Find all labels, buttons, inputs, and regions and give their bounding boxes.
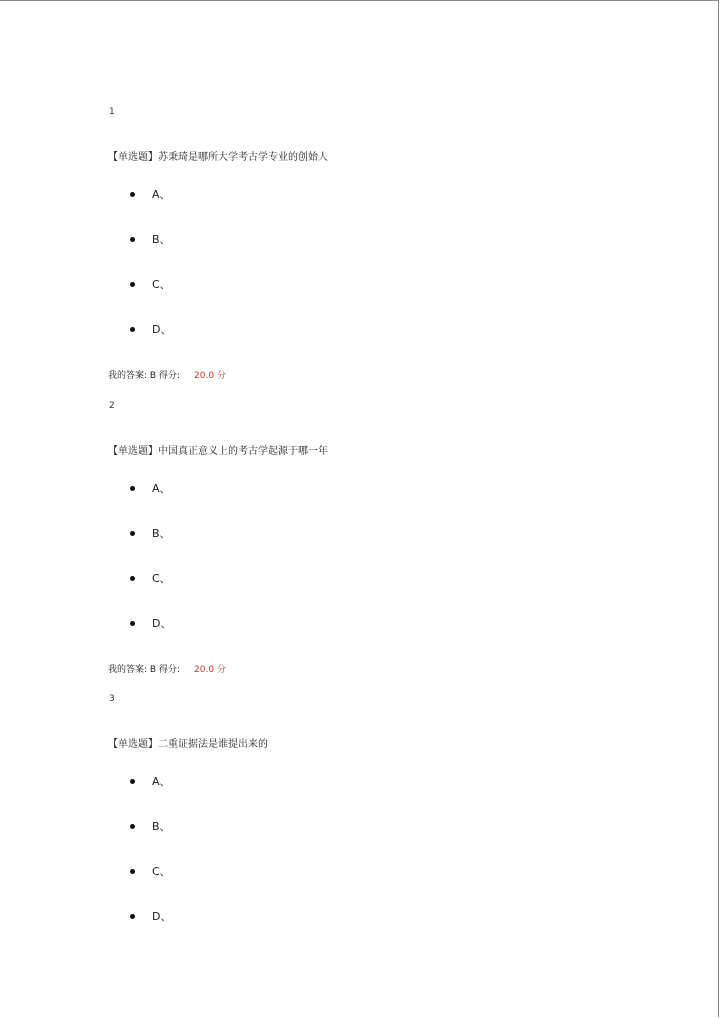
bullet-icon bbox=[130, 621, 135, 626]
question-3-option-c: C、 bbox=[152, 865, 171, 878]
question-2-text: 【单选题】中国真正意义上的考古学起源于哪一年 bbox=[108, 446, 328, 457]
bullet-icon bbox=[130, 824, 135, 829]
question-3-text: 【单选题】二重证据法是谁提出来的 bbox=[108, 739, 268, 750]
bullet-icon bbox=[130, 237, 135, 242]
question-1-number: 1 bbox=[109, 107, 115, 117]
question-1-option-a: A、 bbox=[152, 188, 171, 201]
bullet-icon bbox=[130, 869, 135, 874]
bullet-icon bbox=[130, 486, 135, 491]
question-2-answer-label: 我的答案: B 得分: bbox=[108, 665, 180, 675]
question-2-score: 20.0 分 bbox=[194, 665, 226, 675]
bullet-icon bbox=[130, 192, 135, 197]
question-2-option-b: B、 bbox=[152, 527, 171, 540]
bullet-icon bbox=[130, 914, 135, 919]
question-1-score: 20.0 分 bbox=[194, 371, 226, 381]
question-3-option-b: B、 bbox=[152, 820, 171, 833]
question-1-option-d: D、 bbox=[152, 323, 172, 336]
question-3-option-d: D、 bbox=[152, 910, 172, 923]
question-3-option-a: A、 bbox=[152, 775, 171, 788]
bullet-icon bbox=[130, 282, 135, 287]
question-2-option-d: D、 bbox=[152, 617, 172, 630]
question-3-number: 3 bbox=[109, 694, 115, 704]
question-1-option-c: C、 bbox=[152, 278, 171, 291]
bullet-icon bbox=[130, 779, 135, 784]
question-2-number: 2 bbox=[109, 401, 115, 411]
question-1-option-b: B、 bbox=[152, 233, 171, 246]
bullet-icon bbox=[130, 531, 135, 536]
bullet-icon bbox=[130, 327, 135, 332]
question-2-option-a: A、 bbox=[152, 482, 171, 495]
question-2-option-c: C、 bbox=[152, 572, 171, 585]
question-1-answer-label: 我的答案: B 得分: bbox=[108, 371, 180, 381]
bullet-icon bbox=[130, 576, 135, 581]
question-1-text: 【单选题】苏秉琦是哪所大学考古学专业的创始人 bbox=[108, 152, 328, 163]
